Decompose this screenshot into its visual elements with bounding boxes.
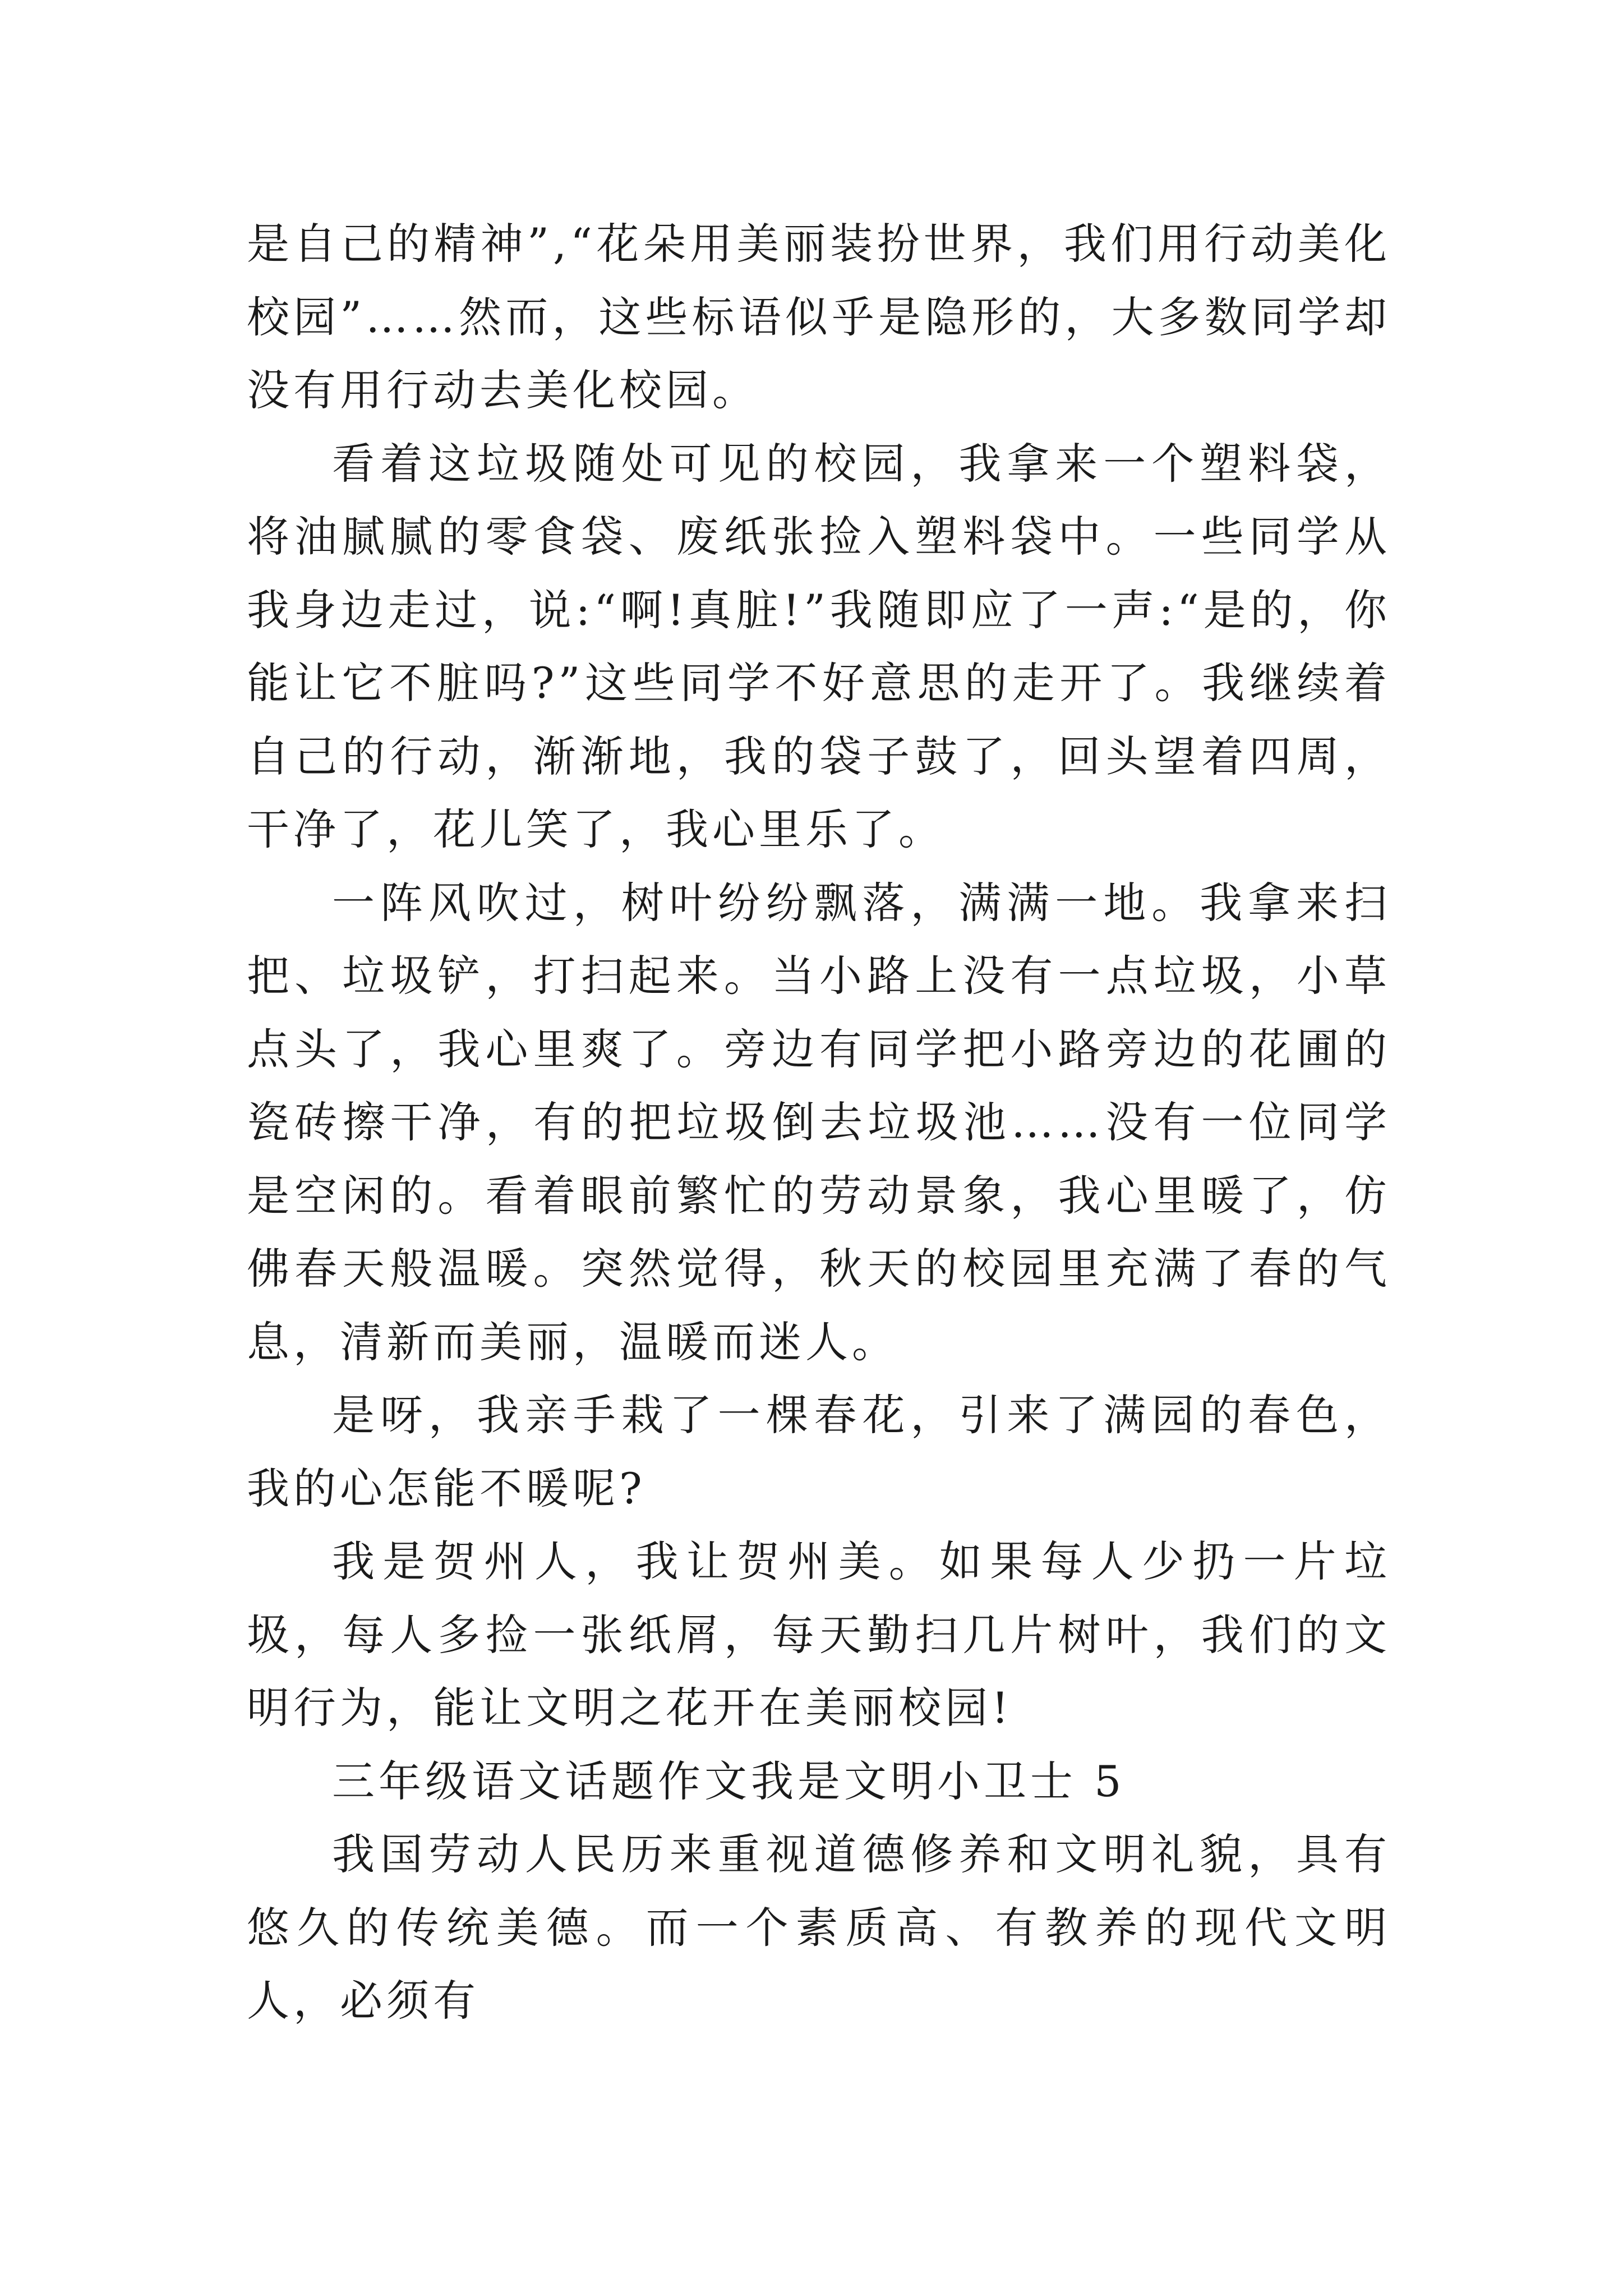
section-title: 三年级语文话题作文我是文明小卫士 5: [332, 1756, 1126, 1806]
paragraph: 一阵风吹过，树叶纷纷飘落，满满一地。我拿来扫把、垃圾铲，打扫起来。当小路上没有一点垃圾，小草点头了，我心里爽了。旁边有同学把小路旁边的花圃的瓷砖擦干净，有的把垃圾倒去垃圾池……没有一位同学是空闲的。看着眼前繁忙的劳动景象，我心里暖了，仿佛春天般温暖。突然觉得，秋天的校园里充满了春的气息，清新而美丽，温暖而迷人。: [247, 877, 1391, 1367]
paragraph: 是呀，我亲手栽了一棵春花，引来了满园的春色，我的心怎能不暖呢?: [247, 1390, 1391, 1513]
paragraph: 看着这垃圾随处可见的校园，我拿来一个塑料袋，将油腻腻的零食袋、废纸张捡入塑料袋中。一些同学从我身边走过，说:“啊!真脏!”我随即应了一声:“是的，你能让它不脏吗?”这些同学不好意思的走开了。我继续着自己的行动，渐渐地，我的袋子鼓了，回头望着四周，干净了，花儿笑了，我心里乐了。: [247, 438, 1391, 854]
paragraph-continued: 是自己的精神”,“花朵用美丽装扮世界，我们用行动美化校园”……然而，这些标语似乎是隐形的，大多数同学却没有用行动去美化校园。: [247, 219, 1391, 415]
paragraph: 我是贺州人，我让贺州美。如果每人少扔一片垃圾，每人多捡一张纸屑，每天勤扫几片树叶，我们的文明行为，能让文明之花开在美丽校园!: [247, 1536, 1391, 1733]
body-text: [247, 208, 1391, 2038]
paragraph: 我国劳动人民历来重视道德修养和文明礼貌，具有悠久的传统美德。而一个素质高、有教养的现代文明人，必须有: [247, 1829, 1391, 2026]
